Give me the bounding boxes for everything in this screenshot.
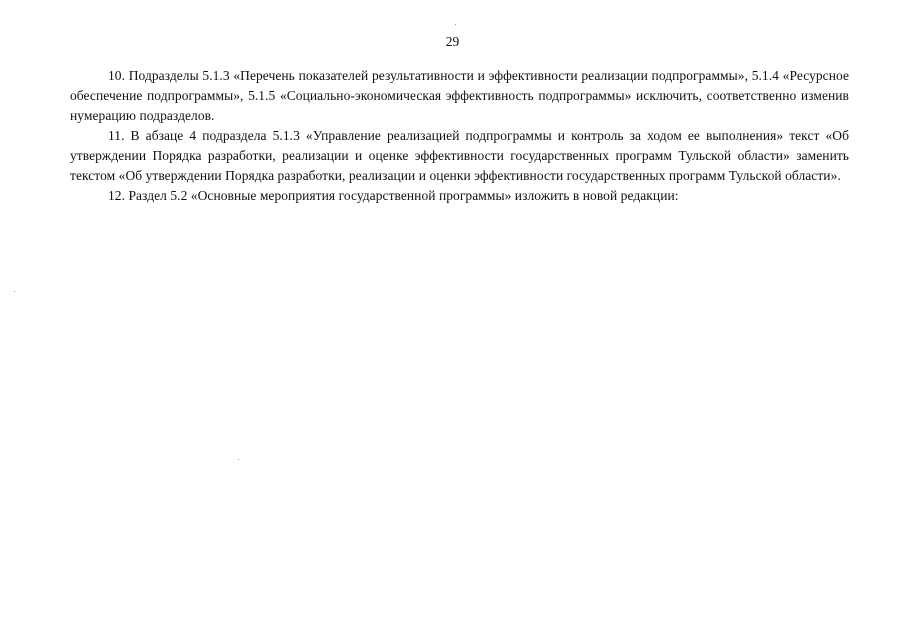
paragraph-11: 11. В абзаце 4 подраздела 5.1.3 «Управление реализацией подпрограммы и контроль за ходом ее выполнения» текст «Об утверждении Порядка разработки, реализации и оценке эффективности государственных программ Тульской области» заменить текстом «Об утверждении Порядка разработки, реализации и оценки эффективности государственных программ Тульской области». xyxy=(70,128,849,183)
scan-speck xyxy=(14,291,15,292)
page-number: 29 xyxy=(445,34,460,49)
paragraph-12: 12. Раздел 5.2 «Основные мероприятия государственной программы» изложить в новой редакции: xyxy=(108,188,679,203)
scan-speck xyxy=(455,24,456,25)
paragraph-10: 10. Подразделы 5.1.3 «Перечень показателей результативности и эффективности реализации подпрограммы», 5.1.4 «Ресурсное обеспечение подпрограммы», 5.1.5 «Социально-экономическая эффективность подпрограммы» исключить, соответственно изменив нумерацию подразделов. xyxy=(70,68,849,123)
document-body xyxy=(70,66,849,206)
scan-speck xyxy=(238,459,239,460)
